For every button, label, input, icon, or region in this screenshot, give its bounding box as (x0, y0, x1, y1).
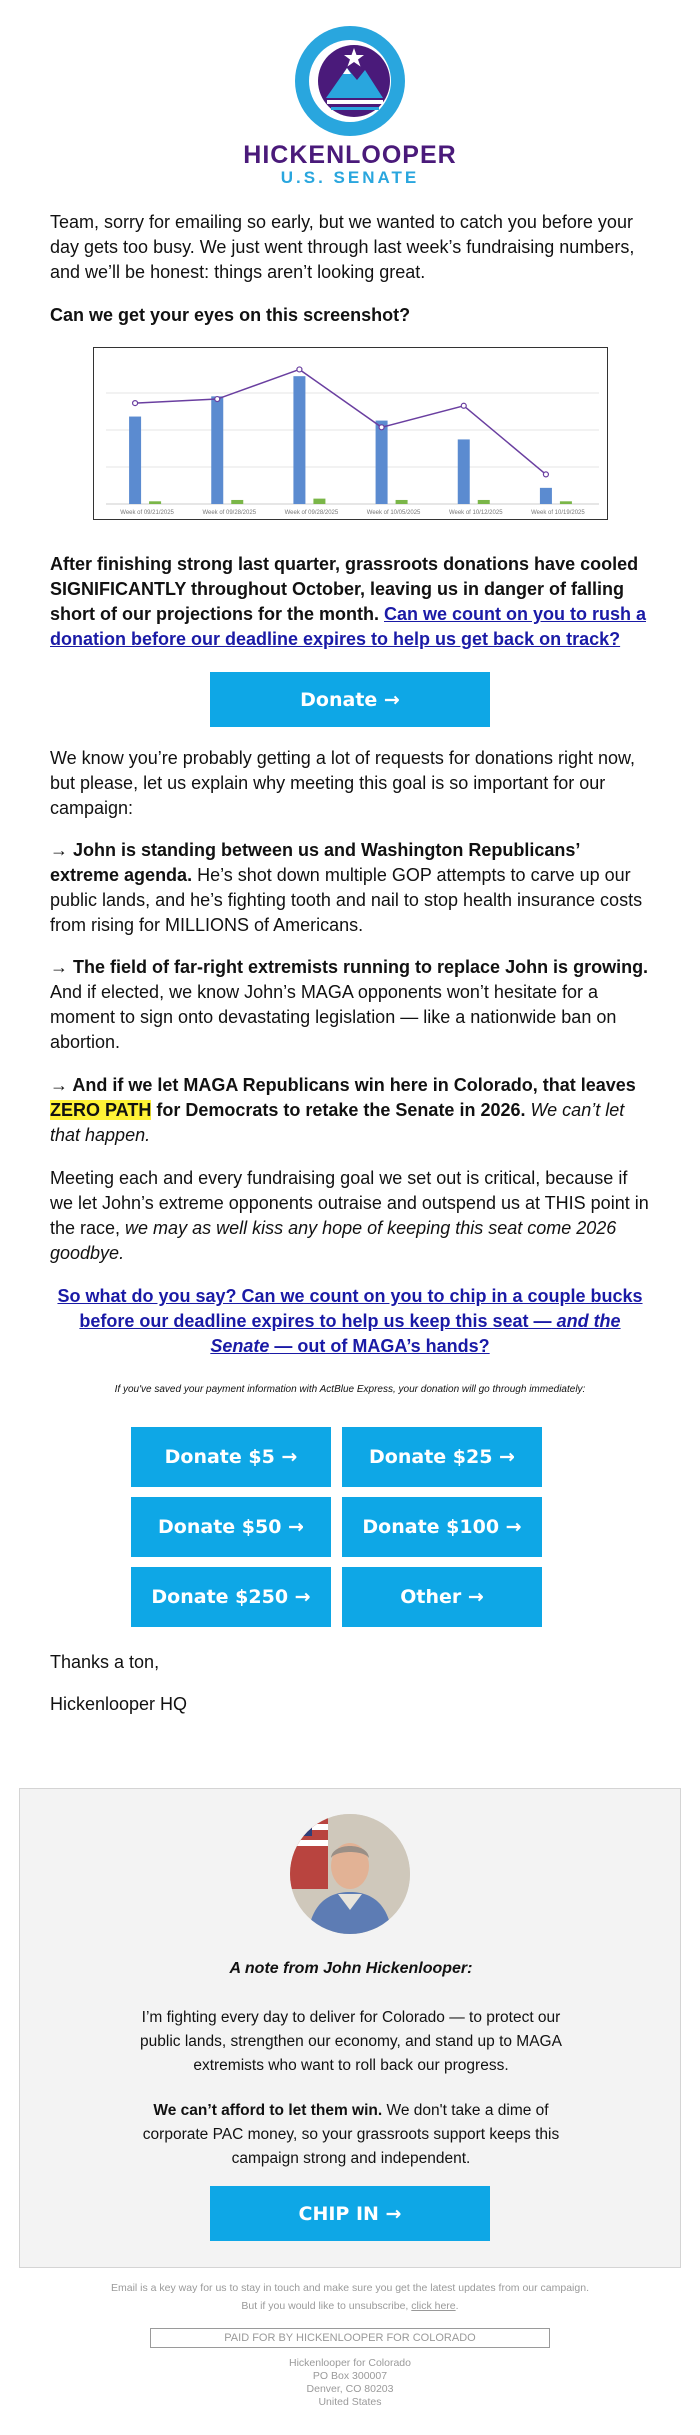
ask-paragraph (50, 1284, 650, 1359)
x-tick-label: Week of 09/21/2025 (120, 510, 174, 516)
note-title: A note from John Hickenlooper: (229, 1960, 473, 1977)
rush-donation-link[interactable]: Can we count on you to rush a donation before our deadline expires to help us get back on track? (50, 604, 647, 649)
note-text: I’m fighting every day to deliver for Colorado — to protect our public lands, strengthen our economy, and stand up to MAGA extremists who want to roll back our progress. (140, 2009, 562, 2074)
x-tick-label: Week of 10/19/2025 (531, 510, 585, 516)
point-two-text: And if elected, we know John’s MAGA opponents won’t hesitate for a moment to sign onto devastating legislation — like a nationwide ban on abortion. (50, 982, 617, 1052)
x-tick-label: Week of 09/28/2025 (284, 510, 339, 516)
bar-secondary (478, 500, 490, 504)
chart-canvas (94, 348, 607, 519)
unsubscribe-prefix: But if you would like to unsubscribe, (241, 2300, 409, 2312)
chip-in-link[interactable] (57, 1286, 642, 1356)
trend-point (461, 403, 466, 408)
note-rest: We don't take a dime of corporate PAC money, so your grassroots support keeps this campaign strong and independent. (142, 2102, 560, 2167)
bar-secondary (560, 501, 572, 504)
x-tick-label: Week of 10/12/2025 (448, 510, 503, 516)
fundraising-chart (93, 347, 608, 520)
x-tick-label: Week of 09/28/2025 (202, 510, 257, 516)
actblue-note: If you've saved your payment information with ActBlue Express, your donation will go through immediately: (114, 1384, 586, 1395)
trend-point (133, 401, 138, 406)
meeting-paragraph (50, 1166, 650, 1266)
donate-50-button[interactable]: Donate $50 → (131, 1497, 331, 1557)
screenshot-prompt: Can we get your eyes on this screenshot? (50, 305, 411, 325)
address-line: United States (318, 2396, 382, 2408)
x-tick-label: Week of 10/05/2025 (366, 510, 421, 516)
requests-paragraph: We know you’re probably getting a lot of requests for donations right now, but please, let us explain why meeting this goal is so important for our campaign: (50, 748, 636, 818)
point-two-bold: → The field of far-right extremists running to replace John is growing. (50, 957, 649, 977)
signoff: Thanks a ton, (50, 1652, 160, 1672)
bar-donations (540, 488, 552, 504)
donate-other-button[interactable]: Other → (342, 1567, 542, 1627)
bar-secondary (396, 500, 408, 504)
meeting-text: Meeting each and every fundraising goal we set out is critical, because if we let John’s extreme opponents outraise and outspend us at THIS point in the race, (50, 1168, 649, 1238)
candidate-portrait-icon (290, 1814, 410, 1934)
donate-5-button[interactable]: Donate $5 → (131, 1427, 331, 1487)
point-one-text: He’s shot down multiple GOP attempts to carve up our public lands, and he’s fighting tooth and nail to stop health insurance costs from rising for MILLIONS of Americans. (50, 865, 643, 935)
address-line: Hickenlooper for Colorado (289, 2357, 411, 2369)
bar-secondary (313, 499, 325, 504)
trend-point (297, 367, 302, 372)
logo-mark-icon (291, 22, 409, 140)
bar-secondary (149, 501, 161, 504)
bar-donations (458, 439, 470, 504)
trend-line (135, 369, 546, 474)
address-line: PO Box 300007 (312, 2370, 388, 2382)
trend-point (215, 397, 220, 402)
intro-paragraph: Team, sorry for emailing so early, but we wanted to catch you before your day gets too busy. We just went through last week’s fundraising numbers, and we’ll be honest: things aren’t looking great. (50, 212, 635, 282)
mailing-address (50, 2357, 650, 2409)
footer-card (19, 1788, 681, 2268)
donate-250-button[interactable]: Donate $250 → (131, 1567, 331, 1627)
campaign-logo (230, 22, 470, 192)
point-three-bold-end: for Democrats to retake the Senate in 2026. (151, 1100, 526, 1120)
point-one-paragraph (50, 838, 650, 938)
point-three-paragraph (50, 1073, 650, 1148)
note-pac-paragraph (120, 2099, 582, 2171)
logo-subtitle: U.S. SENATE (280, 168, 420, 187)
address-line: Denver, CO 80203 (306, 2383, 394, 2395)
donate-100-button[interactable]: Donate $100 → (342, 1497, 542, 1557)
signature: Hickenlooper HQ (50, 1694, 188, 1714)
ask-text: So what do you say? Can we count on you to chip in a couple bucks before our deadline expires to help us keep this seat — (57, 1286, 643, 1331)
unsubscribe-period: . (455, 2300, 459, 2312)
trend-point (543, 472, 548, 477)
point-three-italic: We can’t let that happen. (50, 1100, 625, 1145)
legal-line-1: Email is a key way for us to stay in touch and make sure you get the latest updates from our campaign. (111, 2282, 589, 2294)
donate-25-button[interactable]: Donate $25 → (342, 1427, 542, 1487)
zero-path-highlight: ZERO PATH (50, 1100, 152, 1120)
point-one-bold: → John is standing between us and Washington Republicans’ extreme agenda. (50, 840, 580, 885)
bar-secondary (231, 500, 243, 504)
bar-donations (293, 376, 305, 504)
logo-name: HICKENLOOPER (243, 141, 457, 169)
candidate-photo (290, 1814, 410, 1934)
chip-in-button[interactable]: CHIP IN → (210, 2186, 490, 2241)
donate-button[interactable]: Donate → (210, 672, 490, 727)
bar-donations (376, 421, 388, 504)
meeting-italic: we may as well kiss any hope of keeping this seat come 2026 goodbye. (50, 1218, 617, 1263)
bar-donations (211, 396, 223, 504)
point-two-paragraph (50, 955, 650, 1055)
trend-point (379, 425, 384, 430)
paid-for-box: PAID FOR BY HICKENLOOPER FOR COLORADO (150, 2328, 550, 2348)
note-bold: We can’t afford to let them win. (153, 2102, 383, 2119)
ask-end: — out of MAGA’s hands? (269, 1336, 490, 1356)
unsubscribe-link[interactable]: click here (411, 2300, 456, 2312)
bar-donations (129, 417, 141, 504)
point-three-bold-start: → And if we let MAGA Republicans win here in Colorado, that leaves (50, 1075, 636, 1095)
after-chart-bold: After finishing strong last quarter, grassroots donations have cooled SIGNIFICANTLY throughout October, leaving us in danger of falling short of our projections for the month. (50, 554, 639, 624)
ask-italic: and the Senate (210, 1311, 621, 1356)
legal-line-2 (50, 2298, 650, 2315)
after-chart-paragraph (50, 552, 650, 652)
